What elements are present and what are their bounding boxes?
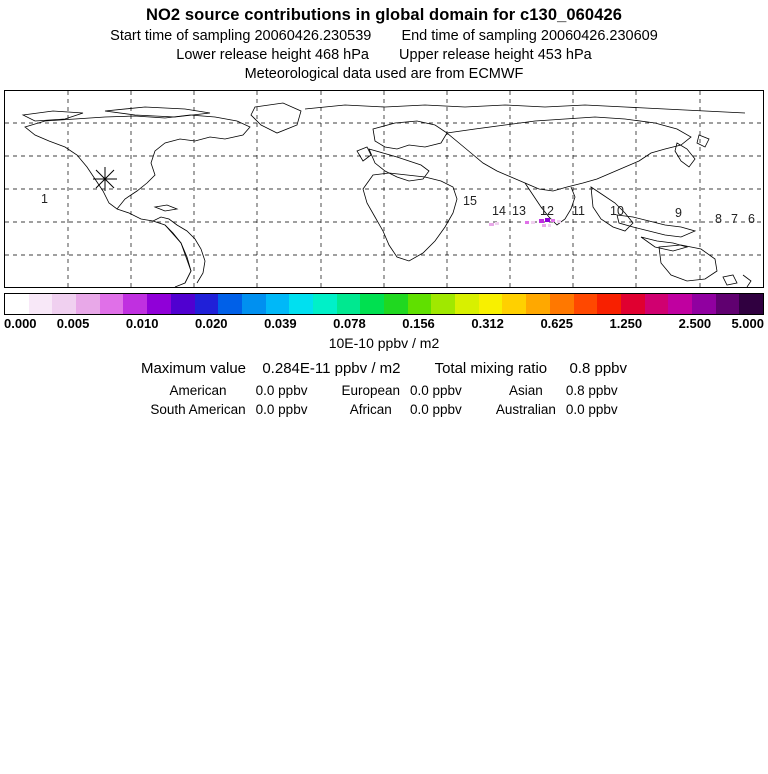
colorbar-swatch <box>5 294 29 314</box>
colorbar-swatch <box>384 294 408 314</box>
release-height-line <box>0 47 768 63</box>
map-label-14: 14 <box>492 204 506 218</box>
world-map <box>5 91 763 287</box>
colorbar-tick: 0.020 <box>194 316 228 331</box>
upper-release-label: Upper release height <box>399 47 534 63</box>
colorbar-tick: 2.500 <box>678 316 712 331</box>
colorbar-swatch <box>289 294 313 314</box>
start-time-label: Start time of sampling <box>110 28 251 44</box>
plot-page <box>0 6 768 774</box>
start-time-value: 20060426.230539 <box>254 28 372 44</box>
upper-release-value: 453 hPa <box>537 47 592 63</box>
source-value-african: 0.0 ppbv <box>410 402 462 417</box>
release-star <box>93 167 117 191</box>
source-contributions-table <box>150 381 617 419</box>
colorbar-swatch <box>574 294 598 314</box>
colorbar-tick: 0.039 <box>264 316 297 331</box>
meteo-source-line: Meteorological data used are from ECMWF <box>244 66 524 82</box>
colorbar-swatch <box>716 294 740 314</box>
end-time-label: End time of sampling <box>401 28 537 44</box>
coastlines <box>23 103 751 287</box>
colorbar-tick: 0.005 <box>56 316 90 331</box>
source-name-european: European <box>341 383 401 398</box>
colorbar-swatch <box>147 294 171 314</box>
colorbar-tick: 0.078 <box>333 316 366 331</box>
map-label-7: 7 <box>731 212 738 226</box>
colorbar-tick-labels <box>4 316 764 332</box>
colorbar-swatch <box>431 294 455 314</box>
maximum-value-label: Maximum value <box>140 360 246 377</box>
source-name-south-american: South American <box>150 402 246 417</box>
end-time-value: 20060426.230609 <box>540 28 658 44</box>
map-label-11: 11 <box>572 204 585 218</box>
colorbar-swatch <box>123 294 147 314</box>
colorbar-tick: 5.000 <box>731 316 764 331</box>
plume-pixels <box>489 218 561 227</box>
colorbar-swatch <box>313 294 337 314</box>
summary-line <box>0 360 768 377</box>
source-value-asian: 0.8 ppbv <box>565 383 618 398</box>
lower-release-value: 468 hPa <box>314 47 369 63</box>
colorbar-swatch <box>502 294 526 314</box>
statistics-panel <box>0 360 768 419</box>
map-label-10: 10 <box>610 204 624 218</box>
colorbar-panel <box>4 293 764 351</box>
source-value-american: 0.0 ppbv <box>255 383 308 398</box>
colorbar-swatch <box>29 294 53 314</box>
map-label-9: 9 <box>675 206 682 220</box>
colorbar-swatch <box>550 294 574 314</box>
source-name-asian: Asian <box>508 383 543 398</box>
colorbar-swatch <box>597 294 621 314</box>
total-mixing-ratio-value: 0.8 ppbv <box>569 360 628 377</box>
graticule <box>5 91 763 287</box>
maximum-value: 0.284E-11 ppbv / m2 <box>262 360 401 377</box>
map-label-6: 6 <box>748 212 755 226</box>
sampling-times-line <box>0 28 768 44</box>
source-name-american: American <box>169 383 227 398</box>
colorbar-tick: 0.312 <box>471 316 504 331</box>
map-label-8: 8 <box>715 212 722 226</box>
colorbar-swatch <box>408 294 432 314</box>
colorbar-swatch <box>100 294 124 314</box>
colorbar-swatch <box>645 294 669 314</box>
source-name-african: African <box>349 402 392 417</box>
colorbar-swatch <box>337 294 361 314</box>
colorbar-swatch <box>692 294 716 314</box>
colorbar-swatch <box>242 294 266 314</box>
colorbar-swatch <box>479 294 503 314</box>
map-label-12: 12 <box>540 204 554 218</box>
colorbar-swatch <box>739 294 763 314</box>
colorbar-swatch <box>455 294 479 314</box>
map-label-1: 1 <box>41 192 48 206</box>
page-title: NO2 source contributions in global domain for c130_060426 <box>145 6 623 24</box>
global-map-panel <box>4 90 764 288</box>
colorbar-swatch <box>266 294 290 314</box>
colorbar-swatch <box>360 294 384 314</box>
colorbar-swatch <box>668 294 692 314</box>
source-value-south-american: 0.0 ppbv <box>255 402 308 417</box>
map-label-15: 15 <box>463 194 477 208</box>
colorbar-tick: 0.010 <box>125 316 159 331</box>
colorbar-tick: 1.250 <box>609 316 643 331</box>
colorbar-tick: 0.625 <box>540 316 573 331</box>
colorbar-swatch <box>195 294 219 314</box>
colorbar-swatch <box>218 294 242 314</box>
colorbar-swatch <box>621 294 645 314</box>
colorbar-swatch <box>171 294 195 314</box>
table-row <box>150 381 617 400</box>
source-name-australian: Australian <box>495 402 556 417</box>
source-value-european: 0.0 ppbv <box>410 383 462 398</box>
colorbar-tick: 0.156 <box>402 316 435 331</box>
colorbar-swatch <box>526 294 550 314</box>
colorbar <box>4 293 764 315</box>
source-value-australian: 0.0 ppbv <box>565 402 618 417</box>
colorbar-unit-label: 10E-10 ppbv / m2 <box>328 335 440 351</box>
colorbar-swatch <box>76 294 100 314</box>
map-label-13: 13 <box>512 204 526 218</box>
table-row <box>150 400 617 419</box>
colorbar-swatch <box>52 294 76 314</box>
lower-release-label: Lower release height <box>176 47 311 63</box>
colorbar-tick: 0.000 <box>4 316 37 331</box>
total-mixing-ratio-label: Total mixing ratio <box>434 360 548 377</box>
